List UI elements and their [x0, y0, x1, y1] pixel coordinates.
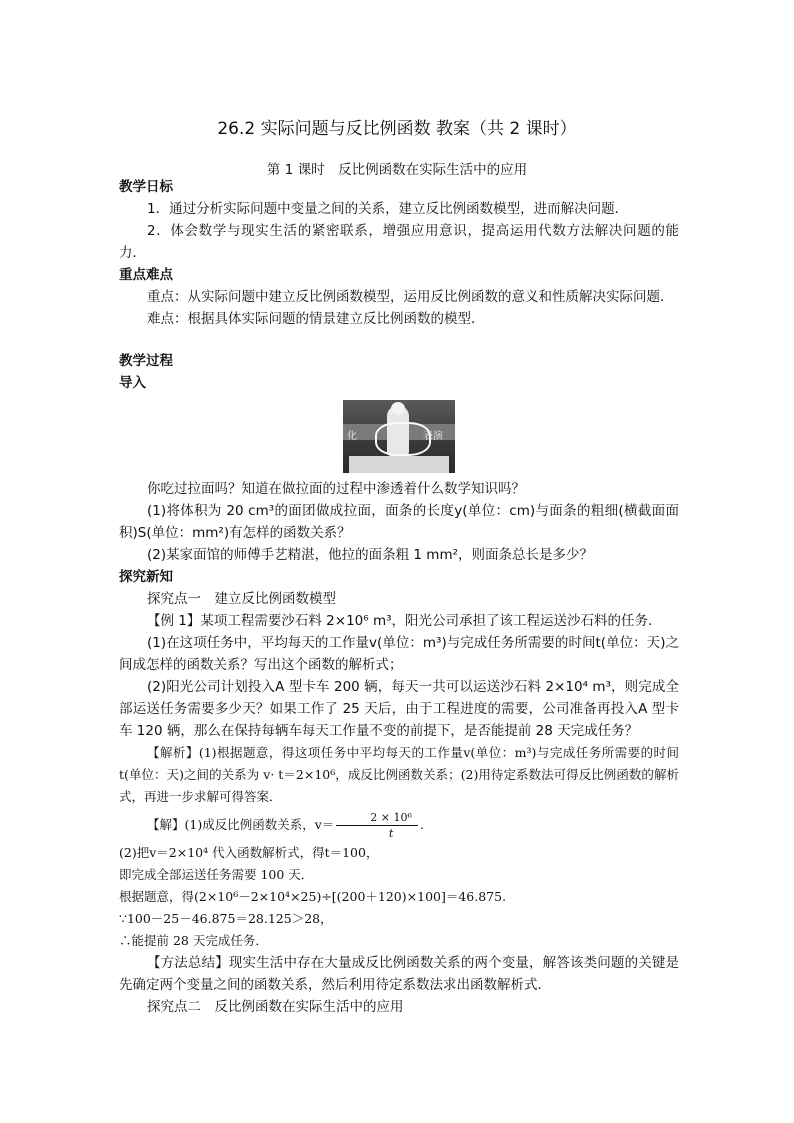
- solution-3: 即完成全部运送任务需要 100 天．: [119, 867, 314, 882]
- key-heading: 重点难点: [119, 267, 173, 283]
- photo-banner-text-right: 表演: [423, 431, 443, 442]
- solution-5: ∵100－25－46.875＝28.125＞28，: [119, 911, 333, 926]
- solution-1: [119, 808, 679, 842]
- intro-question-2: (2)某家面馆的师傅手艺精湛，他拉的面条粗 1 mm²，则面条总长是多少？: [147, 547, 594, 563]
- analysis: 【解析】(1)根据题意，得这项任务中平均每天的工作量v(单位：m³)与完成任务所需要的时间t(单位：天)之间的关系为 v· t＝2×10⁶，成反比例函数关系；(2)用待定系数法可得反比例函数的解析式，再进一步求解可得答案．: [119, 745, 679, 804]
- goals-heading: 教学日标: [119, 179, 173, 195]
- photo-banner-text-left: 化: [347, 431, 357, 442]
- intro-heading: 导入: [119, 375, 146, 391]
- example-1: 【例 1】某项工程需要沙石料 2×10⁶ m³，阳光公司承担了该工程运送沙石料的任务．: [147, 613, 662, 629]
- difficult-point: 难点：根据具体实际问题的情景建立反比例函数的模型．: [147, 311, 485, 327]
- fraction-denominator: t: [388, 827, 394, 840]
- goal-2: 2．体会数学与现实生活的紧密联系，增强应用意识，提高运用代数方法解决问题的能力．: [119, 223, 679, 261]
- noodle-performance-photo: [343, 400, 455, 473]
- document-title: 26.2 实际问题与反比例函数 教案（共 2 课时）: [217, 119, 577, 139]
- method-summary: 【方法总结】现实生活中存在大量成反比例函数关系的两个变量，解答该类问题的关键是先确定两个变量之间的函数关系，然后利用待定系数法求出函数解析式．: [119, 955, 679, 993]
- example-1-question-1: (1)在这项任务中，平均每天的工作量v(单位：m³)与完成任务所需要的时间t(单位：天)之间成怎样的函数关系？写出这个函数的解析式；: [119, 635, 679, 673]
- explore-heading: 探究新知: [119, 569, 173, 585]
- solution-4: 根据题意，得(2×10⁶－2×10⁴×25)÷[(200＋120)×100]＝46.875.: [119, 889, 507, 904]
- solution-2: (2)把v＝2×10⁴ 代入函数解析式，得t＝100，: [119, 845, 379, 860]
- example-1-question-2: (2)阳光公司计划投入A 型卡车 200 辆，每天一共可以运送沙石料 2×10⁴ m³，则完成全部运送任务需要多少天？如果工作了 25 天后，由于工程进度的需要，公司准备再投入A 型卡车 120 辆，那么在保持每辆车每天工作量不变的前提下，是否能提前 28 天完成任务？: [119, 679, 679, 739]
- explore-point-2-title: 探究点二 反比例函数在实际生活中的应用: [147, 999, 404, 1015]
- document-body: [119, 176, 679, 1018]
- intro-question: 你吃过拉面吗？知道在做拉面的过程中渗透着什么数学知识吗？: [147, 481, 525, 497]
- explore-point-1-title: 探究点一 建立反比例函数模型: [147, 591, 336, 607]
- solution-1-suffix: .: [419, 817, 424, 832]
- fraction-numerator: 2 × 10⁶: [336, 810, 418, 826]
- solution-1-prefix: 【解】(1)成反比例函数关系，v＝: [147, 817, 335, 832]
- intro-question-1: (1)将体积为 20 cm³的面团做成拉面，面条的长度y(单位：cm)与面条的粗细(横截面面积)S(单位：mm²)有怎样的函数关系？: [119, 503, 679, 541]
- lesson-subtitle: 第 1 课时 反比例函数在实际生活中的应用: [266, 162, 528, 178]
- solution-6: ∴能提前 28 天完成任务．: [119, 933, 268, 948]
- goal-1: 1．通过分析实际问题中变量之间的关系，建立反比例函数模型，进而解决问题．: [147, 201, 629, 217]
- solution-fraction: [336, 810, 418, 841]
- process-heading: 教学过程: [119, 353, 173, 369]
- key-point: 重点：从实际问题中建立反比例函数模型，运用反比例函数的意义和性质解决实际问题．: [147, 289, 674, 305]
